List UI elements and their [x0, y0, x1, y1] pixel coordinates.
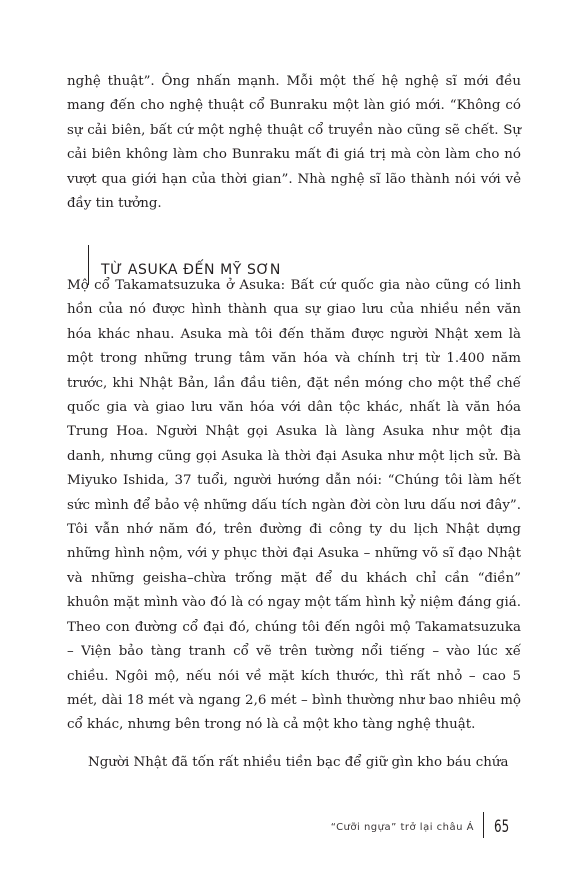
body-paragraph: Người Nhật đã tốn rất nhiều tiền bạc để giữ gìn kho báu chứa [88, 755, 509, 770]
section-heading: TỪ ASUKA ĐẾN MỸ SƠN [101, 262, 281, 278]
body-paragraph: Mộ cổ Takamatsuzuka ở Asuka: Bất cứ quốc gia nào cũng có linh hồn của nó được hình thành qua sự giao lưu của nhiều nền văn hóa khác nhau. Asuka mà tôi đến thăm được người Nhật xem là một trong những trung tâm văn hóa và chính trị từ 1.400 năm trước, khi Nhật Bản, lần đầu tiên, đặt nền móng cho một thể chế quốc gia và giao lưu văn hóa với dân tộc khác, nhất là văn hóa Trung Hoa. Người Nhật gọi Asuka là làng Asuka như một địa danh, nhưng cũng gọi Asuka là thời đại Asuka như một lịch sử. Bà Miyuko Ishida, 37 tuổi, người hướng dẫn nói: “Chúng tôi làm hết sức mình để bảo vệ những dấu tích ngàn đời còn lưu dấu nơi đây”. Tôi vẫn nhớ năm đó, trên đường đi công ty du lịch Nhật dựng những hình nộm, với y phục thời đại Asuka – những võ sĩ đạo Nhật và những geisha–chừa trống mặt để du khách chỉ cần “điền” khuôn mặt mình vào đó là có ngay một tấm hình kỷ niệm đáng giá. Theo con đường cổ đại đó, chúng tôi đến ngôi mộ Takamatsuzuka – Viện bảo tàng tranh cổ vẽ trên tường nổi tiếng – vào lúc xế chiều. Ngôi mộ, nếu nói về mặt kích thước, thì rất nhỏ – cao 5 mét, dài 18 mét và ngang 2,6 mét – bình thường như bao nhiêu mộ cổ khác, nhưng bên trong nó là cả một kho tàng nghệ thuật. [67, 278, 521, 733]
running-title: “Cưỡi ngựa” trở lại châu Á [330, 822, 474, 833]
page-footer [0, 804, 586, 844]
intro-paragraph: nghệ thuật”. Ông nhấn mạnh. Mỗi một thế hệ nghệ sĩ mới đều mang đến cho nghệ thuật cổ Bunraku một làn gió mới. “Không có sự cải biên, bất cứ một nghệ thuật cổ truyền nào cũng sẽ chết. Sự cải biên không làm cho Bunraku mất đi giá trị mà còn làm cho nó vượt qua giới hạn của thời gian”. Nhà nghệ sĩ lão thành nói với vẻ đầy tin tưởng. [67, 74, 521, 212]
page-number: 65 [494, 817, 510, 837]
footer-divider [483, 812, 484, 838]
